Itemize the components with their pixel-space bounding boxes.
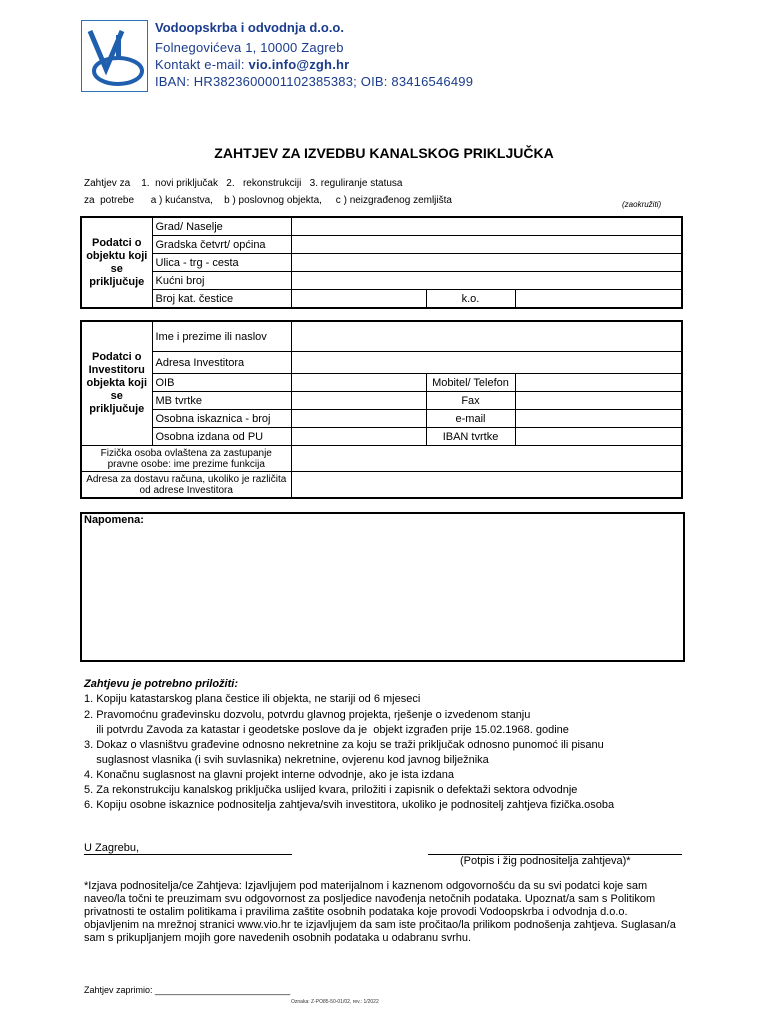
- investor-row-label: MB tvrtke: [152, 392, 291, 410]
- company-mb-field[interactable]: [291, 392, 426, 410]
- object-row-label: Gradska četvrt/ općina: [152, 236, 291, 254]
- attachments-title: Zahtjevu je potrebno priložiti:: [84, 678, 238, 690]
- object-section-header: Podatci o objektu koji se priključuje: [81, 217, 152, 308]
- id-card-number-field[interactable]: [291, 410, 426, 428]
- object-parcel-field[interactable]: [291, 290, 426, 309]
- place-label: U Zagrebu,: [84, 842, 140, 854]
- form-code: Oznaka: Z-PO85-50-01/02, rev.: 1/2022: [291, 999, 379, 1005]
- investor-row-label: Osobna izdana od PU: [152, 428, 291, 446]
- circle-note: (zaokružiti): [622, 200, 662, 209]
- attachment-item: 5. Za rekonstrukciju kanalskog priključka uslijed kvara, priložiti i zapisnik o defektaži sektora odvodnje: [84, 784, 578, 796]
- ko-field[interactable]: [515, 290, 682, 309]
- received-by-label[interactable]: Zahtjev zaprimio: ___________________________: [84, 985, 291, 995]
- authorized-person-field[interactable]: [291, 446, 682, 472]
- email-field[interactable]: [515, 410, 682, 428]
- request-type-line[interactable]: Zahtjev za 1. novi priključak 2. rekonstrukciji 3. reguliranje statusa: [84, 178, 403, 189]
- org-address: Folnegovićeva 1, 10000 Zagreb: [155, 40, 344, 55]
- fax-field[interactable]: [515, 392, 682, 410]
- object-city-field[interactable]: [291, 217, 682, 236]
- investor-row-label: Osobna iskaznica - broj: [152, 410, 291, 428]
- form-title: ZAHTJEV ZA IZVEDBU KANALSKOG PRIKLJUČKA: [214, 145, 554, 161]
- contact-prefix: Kontakt e-mail:: [155, 57, 249, 72]
- billing-address-field[interactable]: [291, 472, 682, 499]
- investor-name-field[interactable]: [291, 321, 682, 352]
- attachment-item: suglasnost vlasnika (i svih suvlasnika) nekretnine, ovjerenu kod javnog bilježnika: [84, 754, 489, 766]
- signature-label: (Potpis i žig podnositelja zahtjeva)*: [460, 855, 631, 867]
- attachment-item: 4. Konačnu suglasnost na glavni projekt interne odvodnje, ako je ista izdana: [84, 769, 454, 781]
- object-row-label: Ulica - trg - cesta: [152, 254, 291, 272]
- object-district-field[interactable]: [291, 236, 682, 254]
- investor-row-label: Adresa Investitora: [152, 352, 291, 374]
- note-label: Napomena:: [84, 514, 144, 526]
- fax-label: Fax: [426, 392, 515, 410]
- object-house-number-field[interactable]: [291, 272, 682, 290]
- attachment-item: 2. Pravomoćnu građevinsku dozvolu, potvrdu glavnog projekta, rješenje o izvedenom stanju: [84, 709, 531, 721]
- email-label: e-mail: [426, 410, 515, 428]
- ko-label: k.o.: [426, 290, 515, 309]
- org-name: Vodoopskrba i odvodnja d.o.o.: [155, 20, 344, 35]
- investor-section-header: Podatci o Investitoru objekta koji se priključuje: [81, 321, 152, 446]
- attachment-item: 1. Kopiju katastarskog plana čestice ili objekta, ne stariji od 6 mjeseci: [84, 693, 421, 705]
- attachment-item: ili potvrdu Zavoda za katastar i geodetske poslove da je objekt izgrađen prije 15.02.1968. godine: [84, 724, 569, 736]
- org-contact: [155, 57, 349, 72]
- iban-field[interactable]: [515, 428, 682, 446]
- phone-label: Mobitel/ Telefon: [426, 374, 515, 392]
- note-textarea[interactable]: [80, 512, 685, 662]
- investor-row-label: Ime i prezime ili naslov: [152, 321, 291, 352]
- id-issued-by-field[interactable]: [291, 428, 426, 446]
- org-iban-oib: IBAN: HR3823600001102385383; OIB: 83416546499: [155, 74, 474, 89]
- investor-row-label: OIB: [152, 374, 291, 392]
- iban-label: IBAN tvrtke: [426, 428, 515, 446]
- attachment-item: 3. Dokaz o vlasništvu građevine odnosno nekretnine za koju se traži priključak odnosno punomoć ili pisanu: [84, 739, 604, 751]
- contact-email[interactable]: vio.info@zgh.hr: [248, 57, 350, 72]
- phone-field[interactable]: [515, 374, 682, 392]
- investor-address-field[interactable]: [291, 352, 682, 374]
- object-row-label: Grad/ Naselje: [152, 217, 291, 236]
- object-street-field[interactable]: [291, 254, 682, 272]
- authorized-person-label: Fizička osoba ovlaštena za zastupanje pravne osobe: ime prezime funkcija: [81, 446, 291, 472]
- object-row-label: Kućni broj: [152, 272, 291, 290]
- request-purpose-line[interactable]: za potrebe a ) kućanstva, b ) poslovnog objekta, c ) neizgrađenog zemljišta: [84, 195, 452, 206]
- date-line[interactable]: [84, 854, 292, 855]
- attachment-item: 6. Kopiju osobne iskaznice podnositelja zahtjeva/svih investitora, ukoliko je podnositelj zahtjeva fizička.osoba: [84, 799, 615, 811]
- declaration-text: *Izjava podnositelja/ce Zahtjeva: Izjavljujem pod materijalnom i kaznenom odgovornošću da su svi podatci koje sam naveo/la točni te preuzimam svu odgovornost za posljedice navođenja netočnih podataka. Upoznat/a sam s Politikom privatnosti te ostalim politikama i pravilima zaštite osobnih podataka koje provodi Vodoopskrba i odvodnja d.o.o. objavljenim na mrežnoj stranici www.vio.hr te izjavljujem da sam iste pročitao/la prilikom podnošenja zahtjeva. Suglasan/a sam s prikupljanjem mojih gore navedenih osobnih podataka u odabranu svrhu.: [84, 880, 676, 944]
- company-logo: [81, 20, 148, 92]
- vio-logo-icon: [82, 21, 147, 91]
- object-row-label: Broj kat. čestice: [152, 290, 291, 309]
- investor-oib-field[interactable]: [291, 374, 426, 392]
- object-table: [80, 216, 683, 309]
- investor-table: [80, 320, 683, 499]
- billing-address-label: Adresa za dostavu računa, ukoliko je različita od adrese Investitora: [81, 472, 291, 499]
